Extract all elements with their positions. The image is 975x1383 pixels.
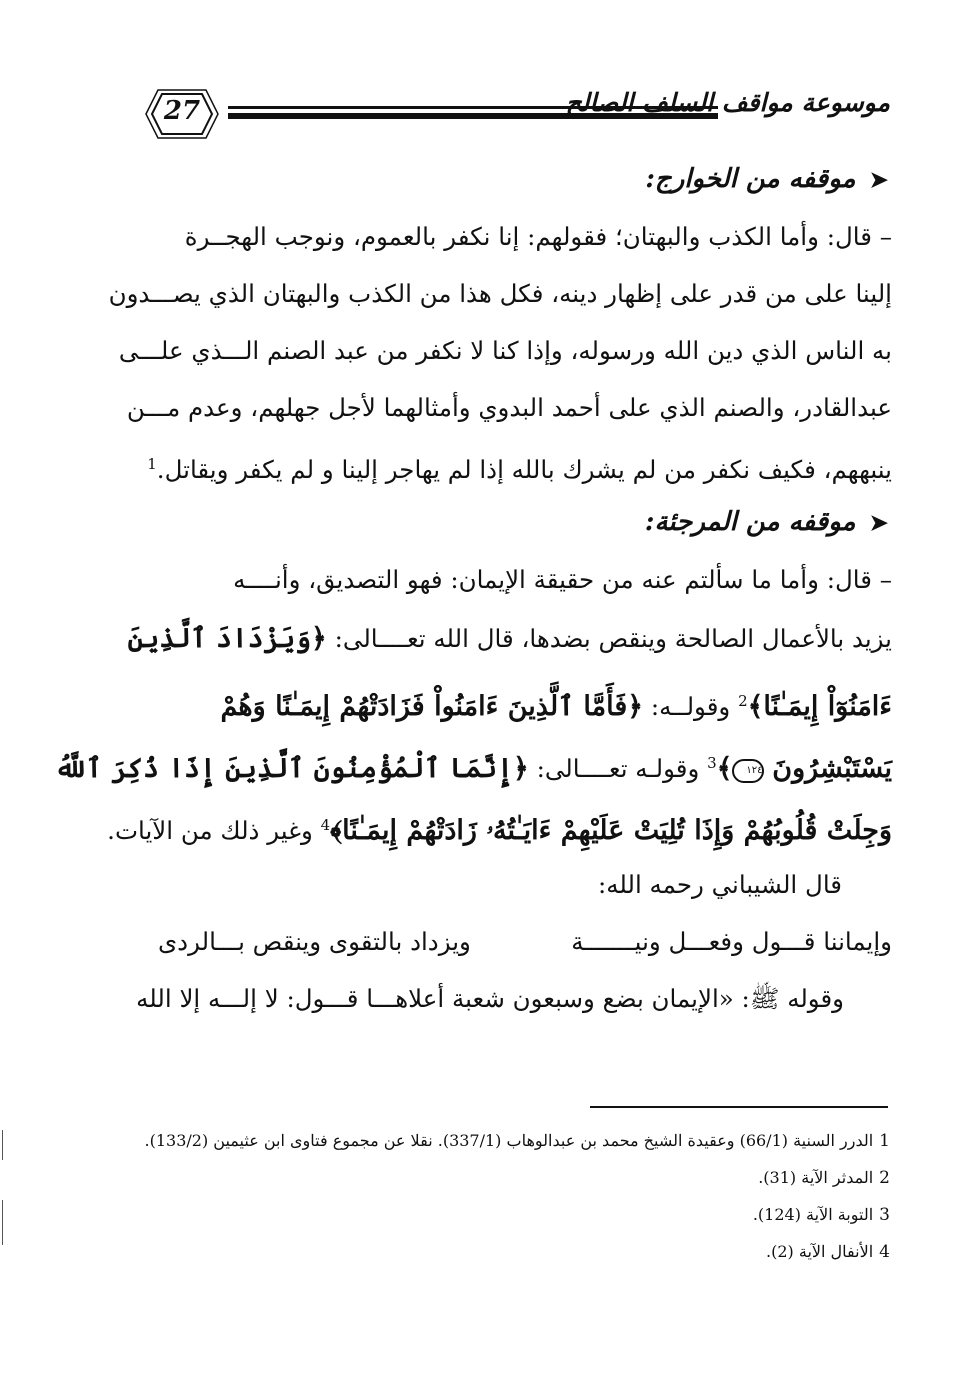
footnote-text: الدرر السنية (66/1) وعقيدة الشيخ محمد بن عبدالوهاب (337/1). نقلا عن مجموع فتاوى ابن عثيمين (133/2). bbox=[144, 1131, 874, 1150]
text-run: وقولــه: bbox=[643, 692, 739, 722]
poem-hemistich-first: وإيماننا قـــول وفعـــل ونيـــــــة bbox=[571, 927, 892, 956]
text-line: عبدالقادر، والصنم الذي على أحمد البدوي وأمثالهما لأجل جهلهم، وعدم مـــن bbox=[126, 393, 892, 422]
text-line: إلينا على من قدر على إظهار دينه، فكل هذا من الكذب والبهتان الذي يصـــدون bbox=[108, 279, 892, 308]
footnote-ref: 1 bbox=[147, 455, 157, 473]
footnote-number: 1 bbox=[879, 1131, 890, 1151]
text-line bbox=[147, 436, 892, 493]
text-line: به الناس الذي دين الله ورسوله، وإذا كنا لا نكفر من عبد الصنم الـــذي علـــى bbox=[118, 336, 892, 365]
section-heading-murjia bbox=[158, 493, 892, 551]
footnote-number: 3 bbox=[879, 1205, 890, 1225]
footnote-text: المدثر الآية (31). bbox=[758, 1168, 874, 1187]
footnote-ref: 3 bbox=[707, 754, 717, 772]
quran-verse: ﴿فَأَمَّا ٱلَّذِينَ ءَامَنُواْ فَزَادَتْهُمْ إِيمَـٰنًا وَهُمْ bbox=[220, 691, 644, 723]
footnote-number: 2 bbox=[879, 1168, 890, 1188]
text-line bbox=[54, 732, 892, 794]
footnote-item bbox=[160, 1233, 890, 1270]
series-title: موسوعة مواقف السلف الصالح bbox=[565, 88, 890, 117]
footnote-item bbox=[160, 1159, 890, 1196]
footnote-item bbox=[160, 1196, 890, 1233]
footnote-number: 4 bbox=[879, 1242, 890, 1262]
paragraph-khawarij bbox=[108, 208, 892, 493]
page-header bbox=[130, 78, 890, 150]
text-line bbox=[127, 608, 892, 670]
quran-verse: ﴿إِنَّمَا ٱلْمُؤْمِنُونَ ٱلَّذِينَ إِذَا ذُكِرَ ٱللَّهُ bbox=[54, 753, 529, 785]
footnote-item bbox=[144, 1122, 890, 1159]
text-run: وقولـه تعــــالى: bbox=[528, 754, 708, 784]
footnote-ref: 2 bbox=[738, 692, 748, 710]
footnote-text: التوبة الآية (124). bbox=[752, 1205, 874, 1224]
scan-margin-mark bbox=[2, 1130, 3, 1160]
footnotes bbox=[144, 1122, 890, 1270]
arrow-bullet-icon: ➤ bbox=[869, 510, 888, 536]
footnote-ref: 4 bbox=[320, 816, 331, 834]
text-line: وقوله ﷺ: «الإيمان بضع وسبعون شعبة أعلاهـــا قـــول: لا إلـــه إلا الله bbox=[136, 984, 844, 1013]
arrow-bullet-icon: ➤ bbox=[869, 167, 888, 193]
quran-verse: ﴿وَيَزْدَادَ ٱلَّذِينَ bbox=[127, 623, 327, 654]
main-text bbox=[54, 150, 892, 1027]
section-heading-khawarij bbox=[158, 150, 892, 208]
paragraph-murjia bbox=[54, 551, 892, 1027]
text-run: يزيد بالأعمال الصالحة وينقص بضدها، قال الله تعــــالى: bbox=[326, 624, 892, 653]
page-number-badge bbox=[142, 88, 222, 140]
text-line-content: ينبههم، فكيف نكفر من لم يشرك بالله إذا لم يهاجر إلينا و لم يكفر ويقاتل. bbox=[156, 455, 892, 485]
text-line: – قال: وأما ما سألتم عنه من حقيقة الإيمان: فهو التصديق، وأنــــه bbox=[233, 565, 892, 594]
quran-verse: ءَامَنُوٓاْ إِيمَـٰنًا﴾ bbox=[747, 691, 892, 723]
ayah-end-marker: ١٢٤ bbox=[732, 759, 764, 783]
text-line bbox=[107, 794, 892, 856]
quran-verse: وَجِلَتْ قُلُوبُهُمْ وَإِذَا تُلِيَتْ عَلَيْهِمْ ءَايَـٰتُهُۥ زَادَتْهُمْ إِيمَـٰنًا﴾ bbox=[330, 815, 892, 847]
text-line bbox=[158, 670, 892, 732]
poem-verse bbox=[158, 913, 892, 970]
heading-text: موقفه من الخوارج: bbox=[645, 164, 856, 194]
poem-hemistich-second: ويزداد بالتقوى وينقص بـــالردى bbox=[158, 927, 471, 956]
scan-margin-mark bbox=[2, 1200, 3, 1245]
footnote-text: الأنفال الآية (2). bbox=[766, 1242, 874, 1261]
quran-verse: يَسْتَبْشِرُونَ bbox=[772, 753, 892, 785]
page-number: 27 bbox=[163, 96, 201, 126]
heading-text: موقفه من المرجئة: bbox=[644, 507, 856, 537]
text-line: – قال: وأما الكذب والبهتان؛ فقولهم: إنا نكفر بالعموم، ونوجب الهجــرة bbox=[184, 222, 892, 251]
text-run: وغير ذلك من الآيات. bbox=[107, 816, 321, 846]
poem-intro: قال الشيباني رحمه الله: bbox=[597, 870, 842, 899]
footnote-separator bbox=[590, 1106, 888, 1108]
quran-bracket: ﴾ bbox=[716, 753, 733, 785]
